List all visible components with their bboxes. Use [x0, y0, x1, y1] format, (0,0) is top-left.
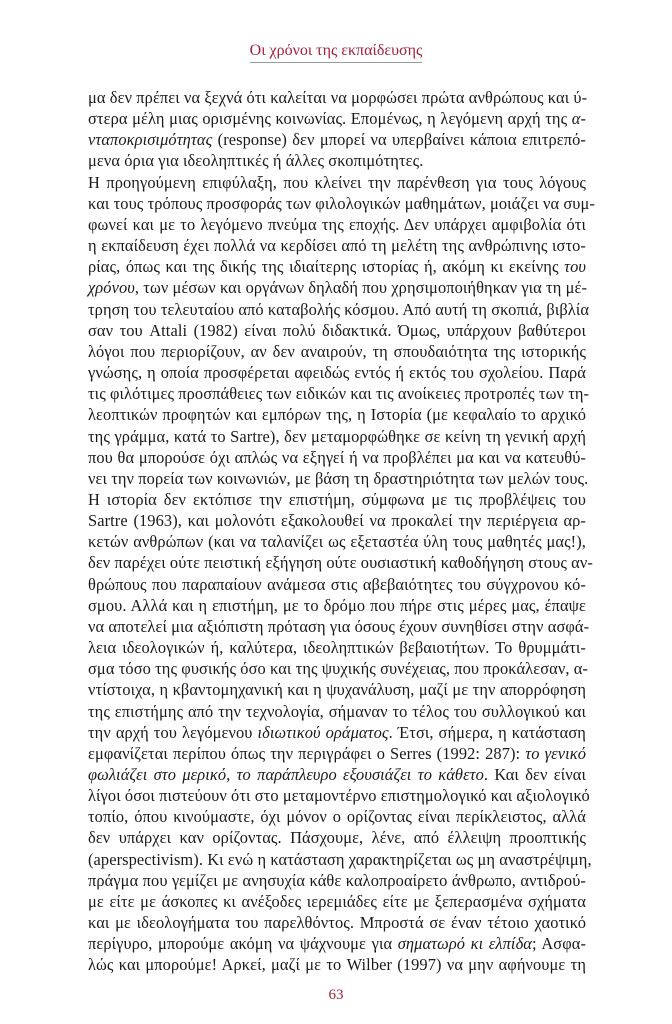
text-line: [88, 743, 586, 764]
text-segment: ντίστοιχα, η κβαντομηχανική και η ψυχανάλυση, μαζί με την απορρόφηση: [88, 680, 586, 700]
text-segment: λεια ιδεολογικών ή, καλύτερα, ιδεοληπτικών βεβαιοτήτων. Το θρυμμάτι-: [88, 638, 586, 658]
text-line: [88, 108, 586, 129]
text-segment: και τους τρόπους προσφοράς των φιλολογικών μαθημάτων, μοιάζει να συμ-: [88, 193, 595, 213]
text-segment: μενα όρια για ιδεοληπτικές ή άλλες σκοπιμότητες.: [88, 151, 424, 171]
text-line: [88, 510, 586, 531]
text-segment: περίγυρο, μπορούμε ακόμη να ψάχνουμε για: [88, 934, 398, 954]
running-header: [0, 40, 672, 63]
text-line: [88, 701, 586, 722]
body-text: [88, 87, 595, 976]
text-line: [88, 595, 586, 616]
text-segment: τις φιλότιμες προσπάθειες των ειδικών και τις ανοίκειες προτροπές των τη-: [88, 384, 590, 404]
text-segment: Η προηγούμενη επιφύλαξη, που κλείνει την παρένθεση για τους λόγους: [88, 172, 586, 192]
text-line: [88, 574, 586, 595]
running-title: Οι χρόνοι της εκπαίδευσης: [250, 42, 423, 63]
page-number: 63: [328, 987, 344, 1003]
text-line: [88, 404, 586, 425]
text-segment: Sartre (1963), και μολονότι εξακολουθεί να προκαλεί την περιέργεια αρ-: [88, 511, 586, 531]
text-segment: φωνεί και με το λεγόμενο πνεύμα της εποχής. Δεν υπάρχει αμφιβολία ότι: [88, 214, 586, 234]
text-segment: σμου. Αλλά και η επιστήμη, με το δρόμο που πήρε στις μέρες μας, έπαψε: [88, 595, 586, 615]
italic-text: σηματωρό κι ελπίδα: [397, 934, 532, 954]
italic-text: το γενικό: [525, 743, 586, 763]
text-segment: σμα τόσο της φυσικής όσο και της ψυχικής συνέχειας, που προκάλεσαν, α-: [88, 659, 588, 679]
text-segment: με είτε με άσκοπες κι ανέξοδες ιερεμιάδες είτε με ξεπερασμένα σχήματα: [88, 891, 586, 911]
text-line: [88, 341, 586, 362]
text-segment: να αποτελεί μια αξιόπιστη πρόταση για όσους έχουν συνηθίσει στην ασφά-: [88, 616, 590, 636]
text-line: [88, 150, 586, 171]
text-line: [88, 277, 586, 298]
text-line: [88, 468, 589, 489]
text-segment: λόγοι που περιορίζουν, αν δεν αναιρούν, τη σπουδαιότητα της ιστορικής: [88, 341, 586, 361]
text-line: [88, 87, 586, 108]
italic-text: ιδιωτικού οράματος: [257, 722, 389, 742]
text-line: [88, 383, 590, 404]
italic-text: φωλιάζει στο μερικό, το παράπλευρο εξουσιάζει το κάθετο: [88, 765, 484, 784]
text-segment: (response) δεν μπορεί να υπερβαίνει κάποια επιτρεπό-: [212, 130, 586, 150]
text-segment: Η ιστορία δεν εκτόπισε την επιστήμη, σύμφωνα με τις προβλέψεις του: [88, 489, 586, 509]
text-segment: . Έτσι, σήμερα, η κατάσταση: [388, 722, 586, 742]
text-segment: νει την πορεία των κοινωνιών, με βάση τη δραστηριότητα των μελών τους.: [88, 468, 589, 488]
text-line: [88, 362, 586, 383]
text-segment: . Και δεν είναι: [483, 765, 586, 784]
text-line: [88, 827, 586, 848]
text-segment: ; Ασφα-: [532, 934, 586, 954]
text-line: [88, 214, 586, 235]
text-line: [88, 849, 592, 870]
text-segment: ρίας, όπως και της δικής της ιδιαίτερης ιστορίας ή, ακόμη κι εκείνης: [88, 257, 565, 277]
text-line: [88, 806, 586, 827]
text-segment: της επιστήμης από την τεχνολογία, σήμαναν το τέλος του συλλογικού και: [88, 701, 586, 721]
text-segment: δεν παρέχει ούτε πειστική εξήγηση ούτε ουσιαστική καθοδήγηση στους αν-: [88, 553, 593, 573]
text-segment: γνώσης, η οποία προσφέρεται αφειδώς εντός ή εκτός του σχολείου. Παρά: [88, 363, 586, 383]
text-segment: στερα μέλη μιας ορισμένης κοινωνίας. Επομένως, η λεγόμενη αρχή της: [88, 109, 572, 129]
italic-text: χρόνου: [88, 278, 135, 298]
text-segment: και με ιδεολογήματα του παρελθόντος. Μπροστά σε έναν τέτοιο χαοτικό: [88, 913, 586, 933]
text-segment: δεν υπάρχει καν ορίζοντας. Πάσχουμε, λένε, από έλλειψη προοπτικής: [88, 828, 586, 848]
text-line: [88, 531, 586, 552]
italic-text: του: [564, 257, 586, 277]
text-line: [88, 933, 586, 954]
text-line: [88, 637, 586, 658]
text-line: [88, 489, 586, 510]
text-line: [88, 764, 586, 785]
text-line: [88, 870, 586, 891]
text-line: [88, 447, 586, 468]
text-segment: κετών ανθρώπων (και να ταλανίζει ως εξεταστέα ύλη τους μαθητές μας!),: [88, 532, 586, 552]
text-segment: λίγοι όσοι πιστεύουν ότι στο μεταμοντέρνο επιστημολογικό και αξιολογικό: [88, 786, 590, 806]
text-segment: πράγμα που γεμίζει με ανησυχία κάθε καλοπροαίρετο άνθρωπο, αντιδρού-: [88, 870, 586, 890]
text-segment: (aperspectivism). Κι ενώ η κατάσταση χαρακτηρίζεται ως μη αναστρέψιμη,: [88, 849, 592, 869]
text-line: [88, 172, 586, 193]
text-segment: σαν του Attali (1982) είναι πολύ διδακτικά. Όμως, υπάρχουν βαθύτεροι: [88, 320, 586, 340]
text-segment: τοπίο, όπου κινούμαστε, όχι μόνον ο ορίζοντας είναι περίκλειστος, αλλά: [88, 807, 586, 827]
text-line: [88, 426, 586, 447]
text-line: [88, 954, 586, 975]
text-segment: λεοπτικών προφητών και εμπόρων της, η Ιστορία (με κεφαλαίο το αρχικό: [88, 405, 586, 425]
text-segment: , των μέσων και οργάνων δηλαδή που χρησιμοποιήθηκαν για τη μέ-: [134, 278, 588, 298]
text-line: [88, 891, 586, 912]
text-line: [88, 299, 590, 320]
text-segment: εμφανίζεται περίπου όπως την περιγράφει ο Serres (1992: 287):: [88, 743, 526, 763]
text-line: [88, 552, 593, 573]
text-line: [88, 722, 586, 743]
text-segment: την αρχή του λεγόμενου: [88, 722, 258, 742]
text-line: [88, 193, 595, 214]
text-line: [88, 235, 586, 256]
text-segment: η εκπαίδευση έχει πολλά να κερδίσει από τη μελέτη της ανθρώπινης ιστο-: [88, 236, 586, 256]
text-line: [88, 785, 590, 806]
text-line: [88, 616, 590, 637]
text-line: [88, 256, 586, 277]
text-segment: της γράμμα, κατά το Sartre), δεν μεταμορφώθηκε σε κείνη τη γενική αρχή: [88, 426, 586, 446]
italic-text: α-: [571, 109, 586, 129]
text-line: [88, 912, 586, 933]
text-segment: θρώπους που παραπαίουν ανάμεσα στις αβεβαιότητες του σύγχρονου κό-: [88, 574, 586, 594]
text-segment: λώς και μπορούμε! Αρκεί, μαζί με το Wilber (1997) να μην αφήνουμε τη: [88, 955, 586, 975]
text-segment: που θα μπορούσε όχι απλώς να εξηγεί ή να προβλέπει μα και να κατευθύ-: [88, 447, 586, 467]
text-segment: τρηση του τελευταίου από καταβολής κόσμου. Από αυτή τη σκοπιά, βιβλία: [88, 299, 590, 319]
italic-text: νταποκρισιμότητας: [88, 130, 213, 150]
text-line: [88, 129, 586, 150]
text-line: [88, 320, 586, 341]
text-line: [88, 658, 586, 679]
text-segment: μα δεν πρέπει να ξεχνά ότι καλείται να μορφώσει πρώτα ανθρώπους και ύ-: [88, 88, 588, 107]
text-line: [88, 679, 586, 700]
